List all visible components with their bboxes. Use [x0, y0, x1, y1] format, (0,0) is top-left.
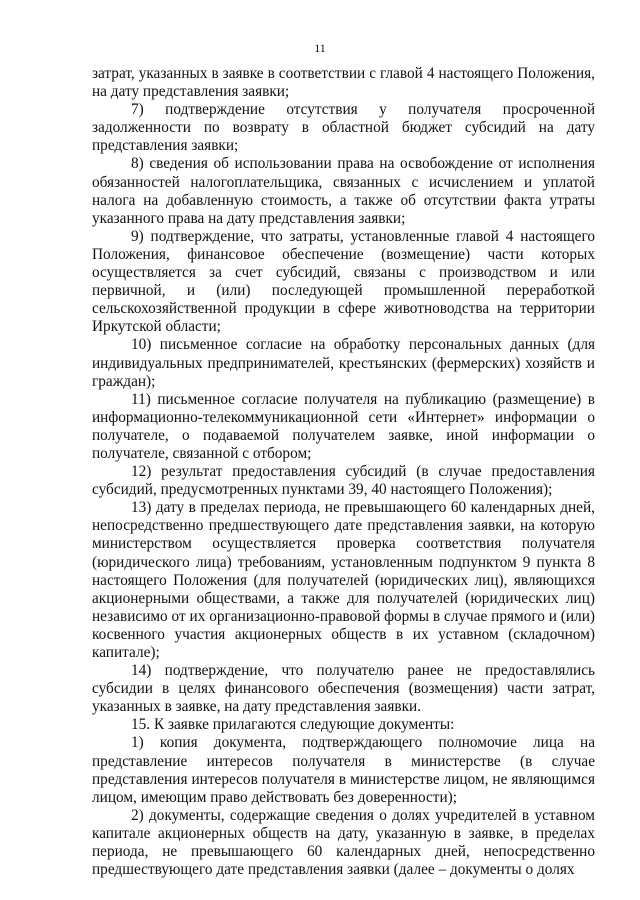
paragraph-continuation: затрат, указанных в заявке в соответствии с главой 4 настоящего Положения, на дату представления заявки; — [92, 65, 595, 101]
paragraph-item-9: 9) подтверждение, что затраты, установленные главой 4 настоящего Положения, финансовое обеспечение (возмещение) части которых осуществляется за счет субсидий, связаны с производством и или первичной, и (или) последующей промышленной переработкой сельскохозяйственной продукции в сфере животноводства на территории Иркутской области; — [92, 227, 595, 336]
paragraph-item-11: 11) письменное согласие получателя на публикацию (размещение) в информационно-телекоммуникационной сети «Интернет» информации о получателе, о подаваемой получателем заявке, иной информации о получателе, связанной с отбором; — [92, 390, 595, 462]
page-number: 11 — [314, 41, 326, 55]
attachment-item-2: 2) документы, содержащие сведения о долях учредителей в уставном капитале акционерных обществ на дату, указанную в заявке, в пределах периода, не превышающего 60 календарных дней, непосредственно предшествующего дате представления заявки (далее – документы о долях — [92, 806, 595, 879]
paragraph-item-13: 13) дату в пределах периода, не превышающего 60 календарных дней, непосредственно предшествующего дате представления заявки, на которую министерством осуществляется проверка соответствия получателя (юридического лица) требованиям, установленным подпунктом 9 пункта 8 настоящего Положения (для получателей (юридических лиц), являющихся акционерными обществами, а также для получателей (юридических лиц) независимо от их организационно-правовой формы в случае прямого и (или) косвенного участия акционерных обществ в их уставном (складочном) капитале); — [92, 499, 595, 661]
document-body — [92, 65, 595, 879]
paragraph-item-7: 7) подтверждение отсутствия у получателя просроченной задолженности по возврату в областной бюджет субсидий на дату представления заявки; — [92, 101, 595, 155]
section-15-heading: 15. К заявке прилагаются следующие документы: — [131, 716, 455, 734]
paragraph-item-14: 14) подтверждение, что получателю ранее не предоставлялись субсидии в целях финансового обеспечения (возмещения) части затрат, указанных в заявке, на дату представления заявки. — [92, 662, 595, 716]
paragraph-item-10: 10) письменное согласие на обработку персональных данных (для индивидуальных предпринимателей, крестьянских (фермерских) хозяйств и граждан); — [92, 336, 595, 390]
attachment-item-1: 1) копия документа, подтверждающего полномочие лица на представление интересов получателя в министерстве (в случае представления интересов получателя в министерстве лицом, не являющимся лицом, имеющим право действовать без доверенности); — [92, 734, 595, 806]
paragraph-item-12: 12) результат предоставления субсидий (в случае предоставления субсидий, предусмотренных пунктами 39, 40 настоящего Положения); — [92, 463, 595, 499]
paragraph-item-8: 8) сведения об использовании права на освобождение от исполнения обязанностей налогоплательщика, связанных с исчислением и уплатой налога на добавленную стоимость, а также об отсутствии факта утраты указанного права на дату представления заявки; — [92, 155, 595, 227]
